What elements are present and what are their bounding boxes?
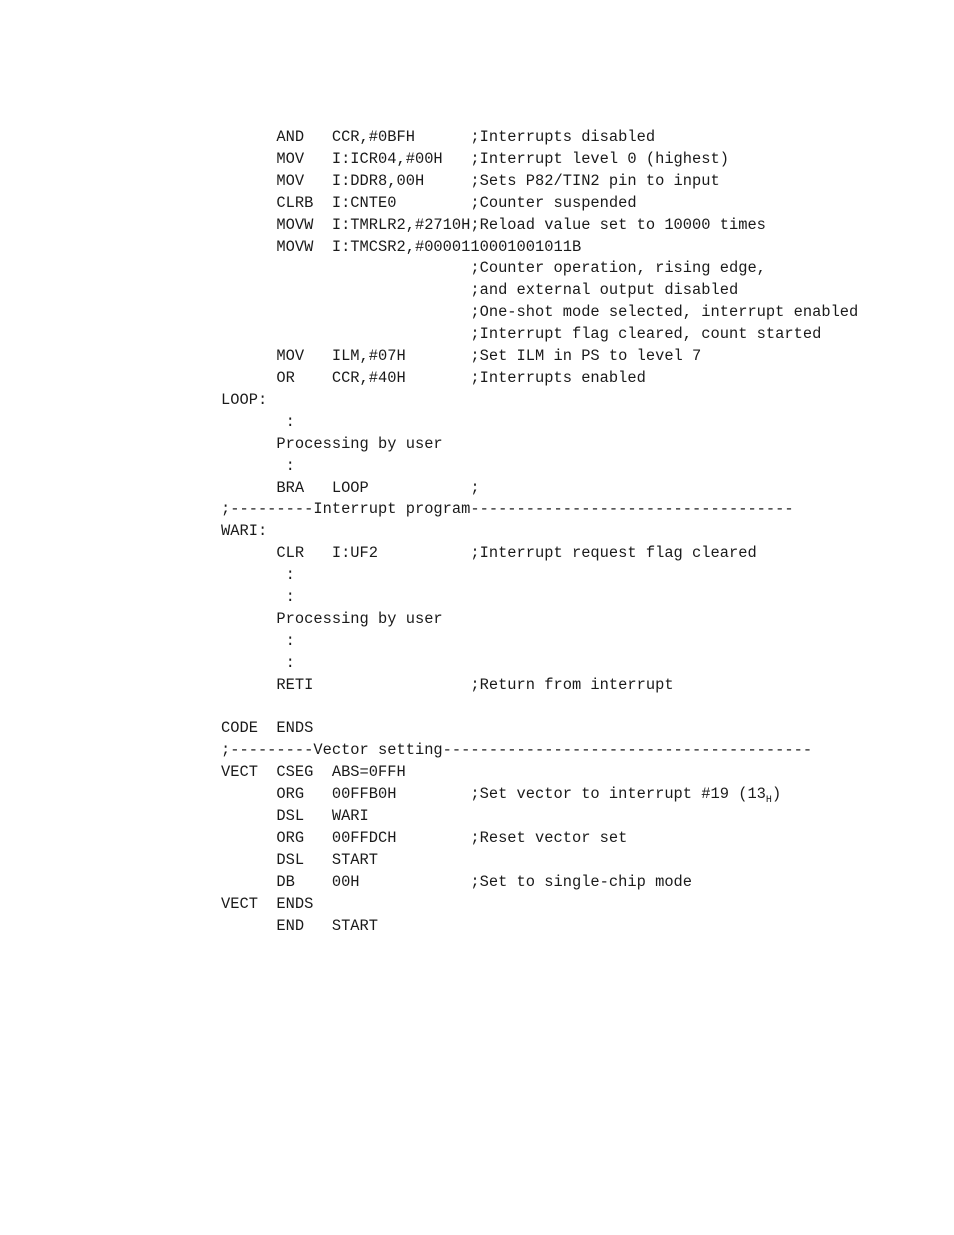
code-line: VECT ENDS xyxy=(221,894,314,913)
code-line: LOOP: xyxy=(221,390,268,409)
code-listing xyxy=(221,127,858,938)
code-line: : xyxy=(221,412,295,431)
code-line: MOVW I:TMRLR2,#2710H;Reload value set to 10000 times xyxy=(221,215,766,234)
code-line: BRA LOOP ; xyxy=(221,478,480,497)
code-line: : xyxy=(221,653,295,672)
code-line: VECT CSEG ABS=0FFH xyxy=(221,763,406,782)
code-line xyxy=(221,697,858,719)
code-line: ORG 00FFDCH ;Reset vector set xyxy=(221,829,628,847)
code-line: MOV I:DDR8,00H ;Sets P82/TIN2 pin to input xyxy=(221,171,720,190)
code-line: ;---------Interrupt program----------------------------------- xyxy=(221,500,794,519)
code-line: CLRB I:CNTE0 ;Counter suspended xyxy=(221,193,637,212)
code-line: : xyxy=(221,566,295,585)
code-line: DSL START xyxy=(221,850,379,869)
code-line: : xyxy=(221,631,295,650)
code-line: MOV ILM,#07H ;Set ILM in PS to level 7 xyxy=(221,347,702,366)
code-line-text: ) xyxy=(771,785,782,804)
code-line: RETI ;Return from interrupt xyxy=(221,675,674,694)
code-line: END START xyxy=(221,916,379,935)
code-line xyxy=(221,784,858,806)
code-line: CLR I:UF2 ;Interrupt request flag cleared xyxy=(221,544,757,563)
code-line: OR CCR,#40H ;Interrupts enabled xyxy=(221,368,646,387)
code-line: ;---------Vector setting---------------------------------------- xyxy=(221,741,813,760)
code-line: DB 00H ;Set to single-chip mode xyxy=(221,872,693,891)
code-line: Processing by user xyxy=(221,609,443,628)
code-line: : xyxy=(221,588,295,607)
hex-subscript: H xyxy=(765,795,772,807)
code-line: : xyxy=(221,456,295,475)
code-line: ;Counter operation, rising edge, xyxy=(221,259,766,278)
code-line: ;One-shot mode selected, interrupt enabled xyxy=(221,303,859,322)
code-line: Processing by user xyxy=(221,434,443,453)
code-line: ;and external output disabled xyxy=(221,281,739,300)
code-line-text: ORG 00FFB0H ;Set vector to interrupt #19 (13 xyxy=(221,785,766,804)
code-line: MOV I:ICR04,#00H ;Interrupt level 0 (highest) xyxy=(221,149,729,168)
code-line: CODE ENDS xyxy=(221,719,314,738)
code-line: ;Interrupt flag cleared, count started xyxy=(221,325,822,344)
code-line: DSL WARI xyxy=(221,807,369,826)
code-line: MOVW I:TMCSR2,#0000110001001011B xyxy=(221,237,582,256)
code-line: WARI: xyxy=(221,522,268,541)
code-line: AND CCR,#0BFH ;Interrupts disabled xyxy=(221,128,656,146)
